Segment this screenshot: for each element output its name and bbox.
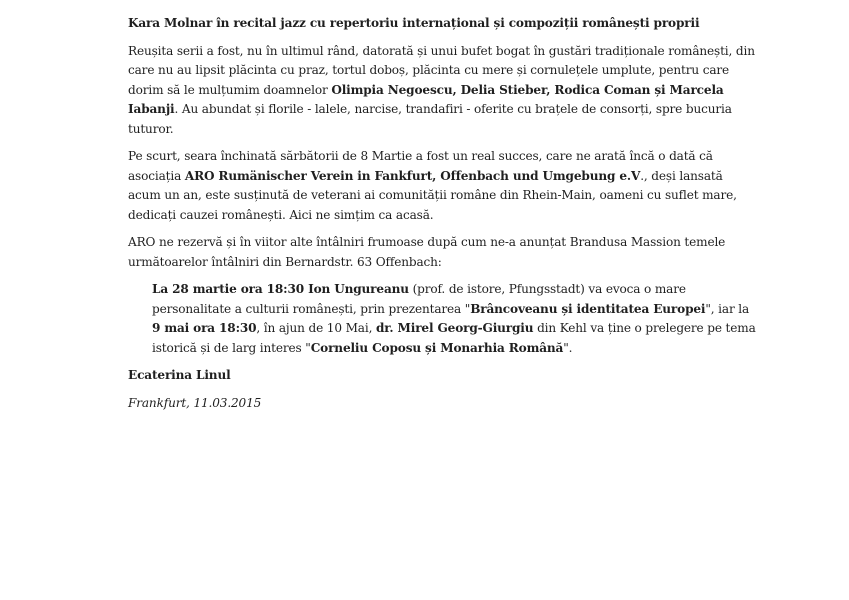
article-headline: Kara Molnar în recital jazz cu repertoriu internațional și compoziții românești proprii: [128, 16, 700, 30]
paragraph-text: Pe scurt, seara închinată sărbătorii de 8 Martie a fost un real succes, care ne arată încă o dată că asociația: [128, 149, 713, 183]
article-body: [128, 14, 756, 421]
association-name: ARO Rumänischer Verein in Fankfurt, Offenbach und Umgebung e.V: [184, 168, 641, 183]
paragraph-buffet: [128, 42, 756, 140]
article-author: Ecaterina Linul: [128, 368, 231, 382]
speaker-2: dr. Mirel Georg-Giurgiu: [375, 321, 534, 335]
event-title-2: Corneliu Coposu și Monarhia Română: [310, 340, 564, 355]
article-dateline: Frankfurt, 11.03.2015: [128, 395, 262, 410]
speaker-1: Ion Ungureanu: [308, 282, 409, 296]
event-date-2: 9 mai ora 18:30: [152, 321, 257, 335]
quote-text: ".: [563, 340, 573, 355]
thanked-names: Olimpia Negoescu, Delia Stieber, Rodica Coman și Marcela Iabanji: [128, 82, 724, 116]
event-date-1: La 28 martie ora 18:30: [152, 282, 304, 296]
quote-text: (prof. de istore, Pfungsstadt) va evoca o mare personalitate a culturii românești, prin prezentarea ": [152, 282, 686, 316]
paragraph-text: . Au abundat și florile - lalele, narcise, trandafiri - oferite cu brațele de consorți, spre bucuria tuturor.: [128, 102, 732, 136]
paragraph-summary: [128, 147, 756, 225]
quote-text: ", iar la: [705, 301, 750, 316]
paragraph-upcoming: ARO ne rezervă și în viitor alte întâlniri frumoase după cum ne-a anunțat Brandusa Massion temele următoarelor întâlniri din Bernardstr. 63 Offenbach:: [128, 235, 726, 269]
quote-text: , în ajun de 10 Mai,: [256, 321, 376, 335]
quote-text: din Kehl va ține o prelegere pe tema istorică și de larg interes ": [152, 321, 756, 355]
upcoming-events-quote: [152, 280, 756, 358]
paragraph-text: ., deși lansată acum un an, este susținută de veterani ai comunității române din Rhein-Main, oameni cu suflet mare, dedicați cauzei românești. Aici ne simțim ca acasă.: [128, 168, 737, 222]
paragraph-text: Reușita serii a fost, nu în ultimul rând, datorată și unui bufet bogat în gustări tradiționale românești, din care nu au lipsit plăcinta cu praz, tortul doboș, plăcinta cu mere și cornulețele umplute, pentru care dorim să le mulțumim doamnelor: [128, 43, 755, 97]
event-title-1: Brâncoveanu și identitatea Europei: [470, 301, 706, 316]
